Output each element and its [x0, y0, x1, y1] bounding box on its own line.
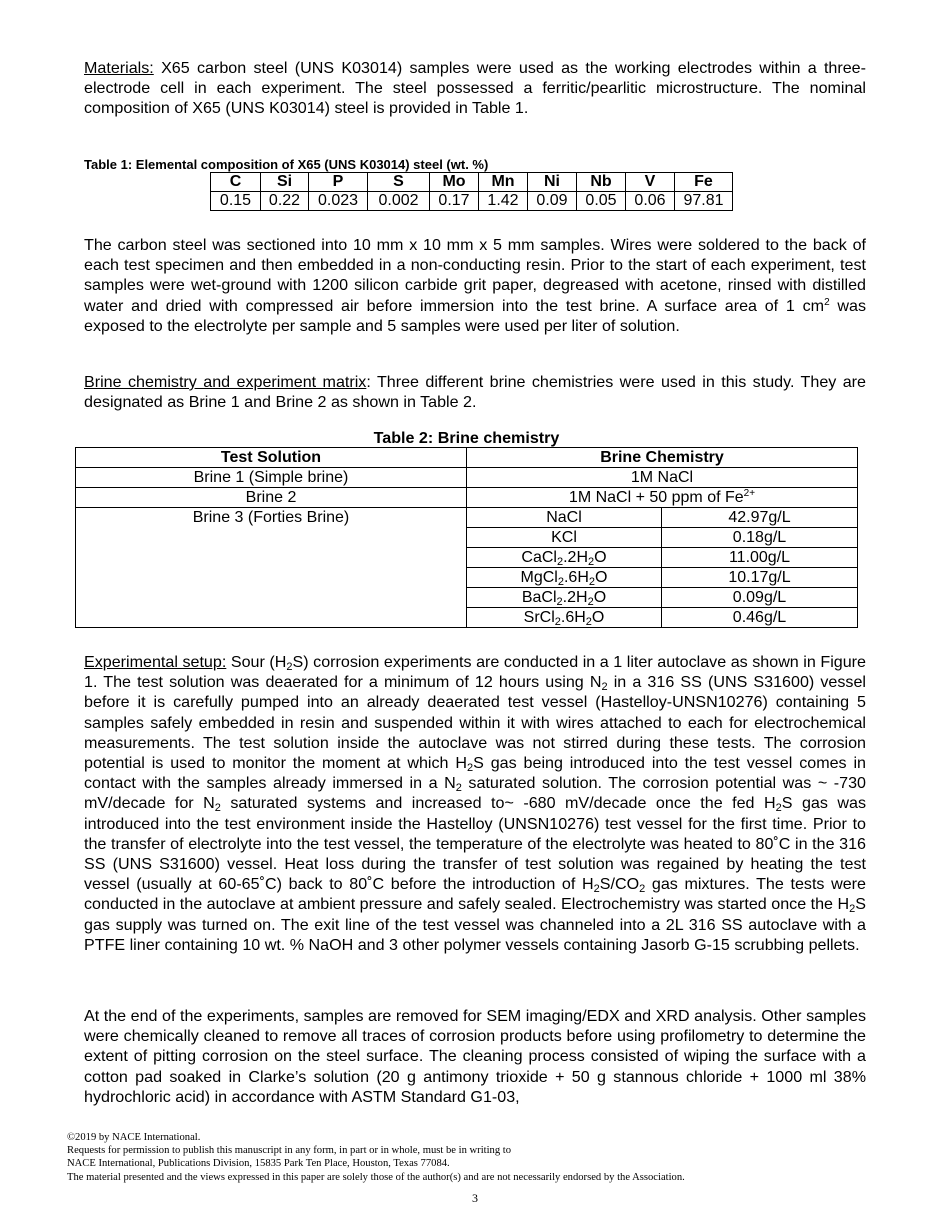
setup-text: S gas being introduced into the test vessel comes in contact with the samples already immersed in a N: [84, 754, 866, 793]
composition-table: [210, 172, 733, 211]
table-header-row: [76, 448, 858, 468]
subscript: 2: [849, 903, 856, 916]
table-cell: 97.81: [675, 192, 733, 211]
formula-part: O: [591, 609, 605, 626]
table-cell: Brine 2: [76, 488, 467, 508]
formula-part: MgCl: [520, 569, 558, 586]
table-header-cell: Fe: [675, 173, 733, 192]
table-row: [76, 508, 858, 528]
table1-caption: Table 1: Elemental composition of X65 (UNS K03014) steel (wt. %): [84, 157, 489, 172]
table-header-cell: Ni: [528, 173, 577, 192]
setup-text: S) corrosion experiments are conducted in a 1 liter autoclave as shown in Figure 1. The test solution was deaerated for a minimum of 12 hours using N: [84, 653, 866, 692]
table-cell: NaCl: [467, 508, 662, 528]
table-header-cell: Mn: [479, 173, 528, 192]
setup-text: gas mixtures. The tests were conducted in the autoclave at ambient pressure and safely sealed. Electrochemistry was started once the H: [84, 875, 866, 914]
setup-heading: Experimental setup:: [84, 653, 227, 671]
formula-part: .6H: [560, 609, 586, 626]
subscript: 2: [214, 802, 221, 815]
materials-paragraph: [84, 58, 866, 119]
table-cell: 10.17g/L: [662, 568, 858, 588]
subscript: 2: [775, 802, 782, 815]
table-cell: 0.46g/L: [662, 608, 858, 628]
subscript: 2: [556, 596, 563, 608]
table-cell: 0.09g/L: [662, 588, 858, 608]
subscript: 2: [467, 762, 474, 775]
permission-line: Requests for permission to publish this manuscript in any form, in part or in whole, must be in writing to: [67, 1145, 512, 1156]
table-header-cell: Nb: [577, 173, 626, 192]
table-cell: [467, 548, 662, 568]
table-cell: 0.06: [626, 192, 675, 211]
setup-text: saturated solution. The corrosion potential was ~ -730 mV/decade for N: [84, 774, 866, 813]
table-header-cell: S: [368, 173, 430, 192]
table-row: [76, 488, 858, 508]
table-header-cell: V: [626, 173, 675, 192]
table-cell: 0.002: [368, 192, 430, 211]
setup-text: in a 316 SS (UNS S31600) vessel before it is carefully pumped into an already deaerated test vessel (Hastelloy-UNSN10276) containing 5 samples safely embedded in resin and suspended within it with wires attached to each for electrochemical measurements. The test solution inside the autoclave was not stirred during these tests. The corrosion potential is used to monitor the moment at which H: [84, 673, 866, 773]
table-cell: 0.09: [528, 192, 577, 211]
table-cell: Brine 3 (Forties Brine): [76, 508, 467, 628]
subscript: 2: [585, 616, 592, 628]
page-number: 3: [472, 1191, 478, 1205]
address-line: NACE International, Publications Division, 15835 Park Ten Place, Houston, Texas 77084.: [67, 1158, 450, 1169]
formula-part: O: [595, 569, 608, 586]
brine-heading: Brine chemistry and experiment matrix: [84, 373, 367, 391]
table-cell: 0.05: [577, 192, 626, 211]
superscript: 2+: [743, 488, 756, 499]
formula-part: O: [593, 589, 607, 606]
setup-text: saturated systems and increased to~ -680 mV/decade once the fed H: [220, 794, 776, 813]
table-cell: 11.00g/L: [662, 548, 858, 568]
table-header-cell: Mo: [430, 173, 479, 192]
table-header-cell: Test Solution: [76, 448, 467, 468]
brine-intro-text: : Three different brine chemistries were used in this study. They are designated as Brine 1 and Brine 2 as shown in Table 2.: [84, 373, 866, 412]
materials-heading: Materials:: [84, 59, 154, 77]
superscript: 2: [824, 296, 830, 308]
setup-text: S gas was introduced into the test environment inside the Hastelloy (UNSN10276) test vessel for the first time. Prior to the transfer of electrolyte into the test vessel, the temperature of the electrolyte was heated to 80˚C in the 316 SS (UNS S31600) vessel. Heat loss during the transfer of test solution was regained by heating the test vessel (usually at 60-65˚C) back to 80˚C before the introduction of H: [84, 794, 866, 894]
materials-text: X65 carbon steel (UNS K03014) samples were used as the working electrodes within a three-electrode cell in each experiment. The steel possessed a ferritic/pearlitic microstructure. The nominal composition of X65 (UNS K03014) steel is provided in Table 1.: [84, 59, 866, 118]
formula-part: .6H: [563, 569, 589, 586]
subscript: 2: [588, 556, 595, 568]
formula-part: SrCl: [523, 609, 555, 626]
table-row: [211, 192, 733, 211]
formula-part: .2H: [563, 549, 588, 566]
brine-intro-paragraph: [84, 372, 866, 412]
disclaimer-line: The material presented and the views expressed in this paper are solely those of the author(s) and are not necessarily endorsed by the Association.: [67, 1172, 685, 1183]
setup-text: S gas supply was turned on. The exit line of the test vessel was channeled into a 2L 316 SS autoclave with a PTFE liner containing 10 wt. % NaOH and 3 other polymer vessels containing Jasorb G-15 scrubbing pellets.: [84, 895, 866, 954]
subscript: 2: [587, 596, 594, 608]
table2-caption: Table 2: Brine chemistry: [373, 429, 560, 447]
table-cell: 0.18g/L: [662, 528, 858, 548]
subscript: 2: [639, 883, 646, 896]
table-cell: 0.15: [211, 192, 261, 211]
prep-text: was exposed to the electrolyte per sample and 5 samples were used per liter of solution.: [84, 296, 866, 335]
table-header-cell: Brine Chemistry: [467, 448, 858, 468]
chem-text: 1M NaCl + 50 ppm of Fe: [568, 489, 744, 506]
subscript: 2: [593, 883, 600, 896]
formula-part: CaCl: [521, 549, 557, 566]
table-cell: 0.22: [261, 192, 309, 211]
table-cell: 0.023: [309, 192, 368, 211]
sample-prep-paragraph: [84, 235, 866, 336]
table-cell: 1M NaCl: [467, 468, 858, 488]
subscript: 2: [588, 576, 596, 588]
subscript: 2: [286, 661, 293, 673]
copyright-line: ©2019 by NACE International.: [67, 1132, 201, 1143]
setup-text: Sour (H: [226, 653, 287, 671]
table-cell: [467, 568, 662, 588]
table-cell: 42.97g/L: [662, 508, 858, 528]
subscript: 2: [557, 576, 564, 588]
table-cell: KCl: [467, 528, 662, 548]
table-header-cell: C: [211, 173, 261, 192]
experimental-setup-paragraph: [84, 652, 866, 955]
table-header-cell: P: [309, 173, 368, 192]
subscript: 2: [455, 782, 462, 795]
setup-text: S/CO: [599, 875, 640, 894]
formula-part: .2H: [562, 589, 588, 606]
table-row: [76, 468, 858, 488]
subscript: 2: [556, 556, 564, 568]
post-test-paragraph: At the end of the experiments, samples are removed for SEM imaging/EDX and XRD analysis. Other samples were chemically cleaned to remove all traces of corrosion products before using profilometry to determine the extent of pitting corrosion on the steel surface. The cleaning process consisted of wiping the surface with a cotton pad soaked in Clarke’s solution (20 g antimony trioxide + 50 g stannous chloride + 1000 ml 38% hydrochloric acid) in accordance with ASTM Standard G1-03,: [84, 1007, 866, 1106]
table-cell: Brine 1 (Simple brine): [76, 468, 467, 488]
table-cell: 0.17: [430, 192, 479, 211]
table-header-cell: Si: [261, 173, 309, 192]
subscript: 2: [601, 681, 608, 694]
formula-part: BaCl: [521, 589, 557, 606]
table-cell: [467, 588, 662, 608]
table-cell: [467, 608, 662, 628]
table-header-row: [211, 173, 733, 192]
prep-text: The carbon steel was sectioned into 10 mm x 10 mm x 5 mm samples. Wires were soldered to the back of each test specimen and then embedded in a non-conducting resin. Prior to the start of each experiment, test samples were wet-ground with 1200 silicon carbide grit paper, degreased with acetone, rinsed with distilled water and dried with compressed air before immersion into the test brine. A surface area of 1 cm: [84, 236, 866, 315]
subscript: 2: [554, 616, 561, 628]
table-cell: 1.42: [479, 192, 528, 211]
table-cell: [467, 488, 858, 508]
brine-chemistry-table: [75, 447, 858, 628]
formula-part: O: [594, 549, 607, 566]
